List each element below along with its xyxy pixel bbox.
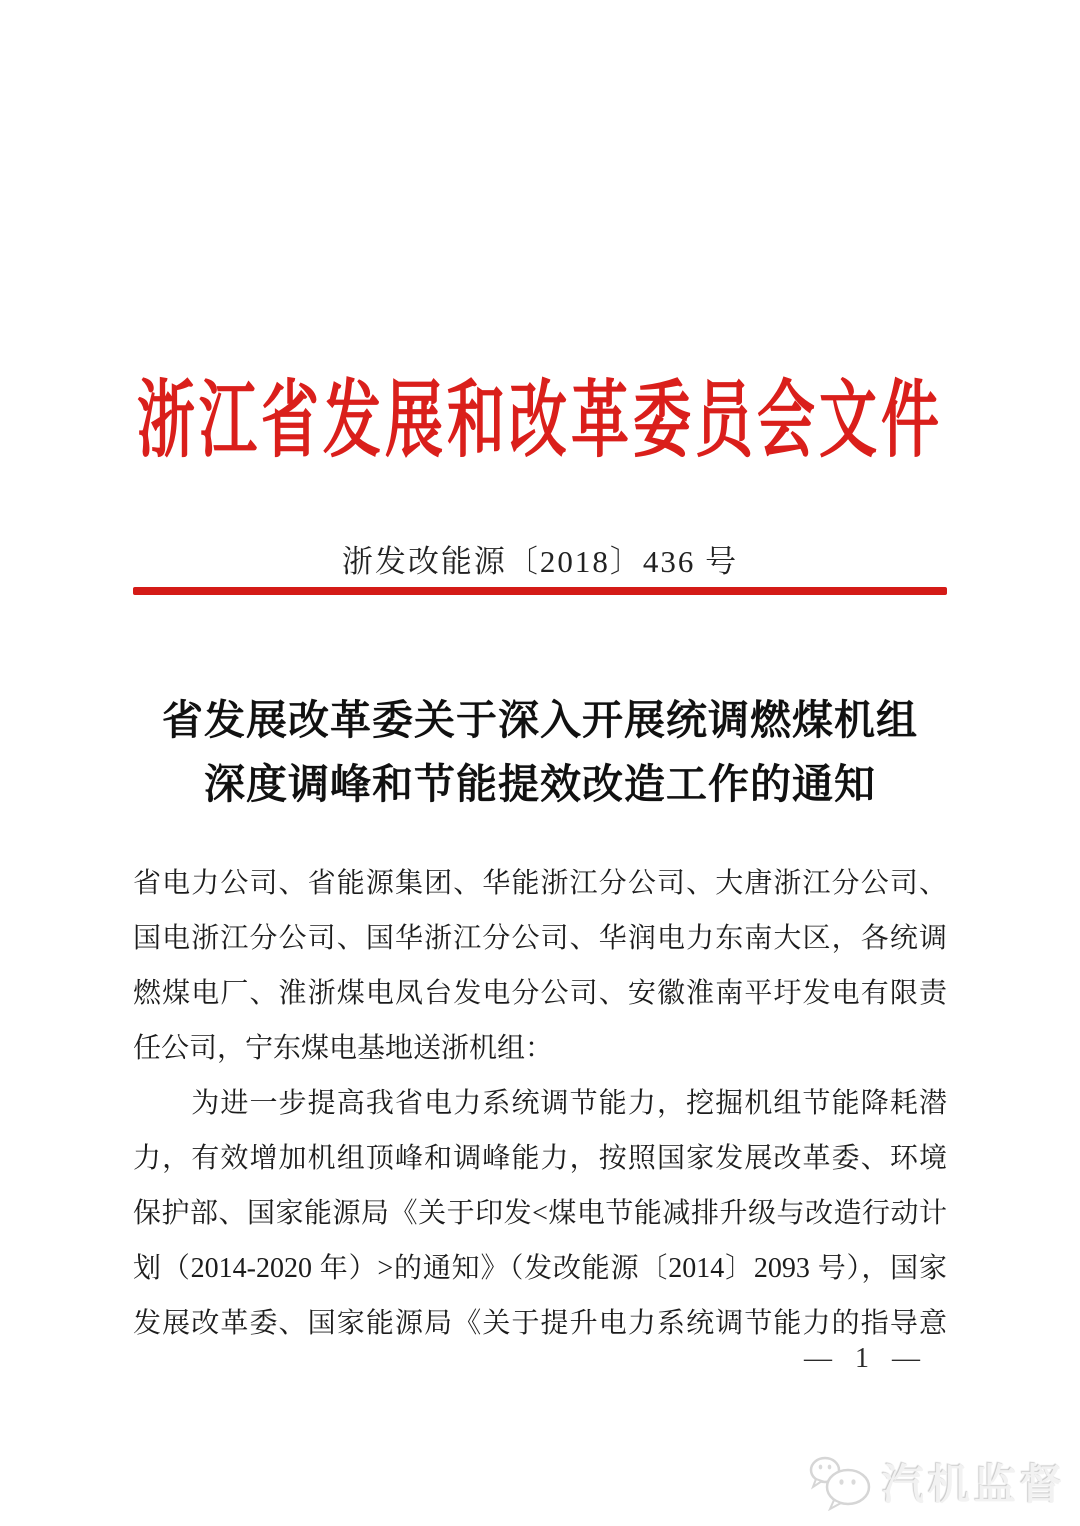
body-line: 保护部、国家能源局《关于印发<煤电节能减排升级与改造行动计 xyxy=(133,1198,947,1229)
agency-masthead: 浙江省发展和改革委员会文件 xyxy=(136,373,943,468)
body-line: 燃煤电厂、淮浙煤电凤台发电分公司、安徽淮南平圩发电有限责 xyxy=(133,978,947,1009)
page-number: — 1 — xyxy=(804,1343,920,1374)
body-line: 任公司，宁东煤电基地送浙机组： xyxy=(133,1033,554,1064)
document-reference-number: 浙发改能源〔2018〕436 号 xyxy=(341,544,739,579)
body-line: 国电浙江分公司、国华浙江分公司、华润电力东南大区，各统调 xyxy=(133,923,947,954)
document-title-line-1: 省发展改革委关于深入开展统调燃煤机组 xyxy=(162,697,918,743)
body-line: 力，有效增加机组顶峰和调峰能力，按照国家发展改革委、环境 xyxy=(133,1143,947,1174)
body-line: 划（2014-2020 年）>的通知》（发改能源〔2014〕2093 号），国家 xyxy=(133,1253,947,1284)
red-divider-rule xyxy=(133,587,947,595)
watermark-badge xyxy=(808,1452,1066,1512)
body-line: 发展改革委、国家能源局《关于提升电力系统调节能力的指导意 xyxy=(133,1308,947,1339)
body-line: 为进一步提高我省电力系统调节能力，挖掘机组节能降耗潜 xyxy=(133,1088,947,1119)
document-body xyxy=(133,856,947,1351)
wechat-bubbles-icon xyxy=(808,1453,874,1511)
document-title-line-2: 深度调峰和节能提效改造工作的通知 xyxy=(204,761,876,807)
watermark-label: 汽机监督 xyxy=(881,1463,1066,1509)
body-line: 省电力公司、省能源集团、华能浙江分公司、大唐浙江分公司、 xyxy=(133,868,947,899)
document-title xyxy=(70,688,1010,816)
